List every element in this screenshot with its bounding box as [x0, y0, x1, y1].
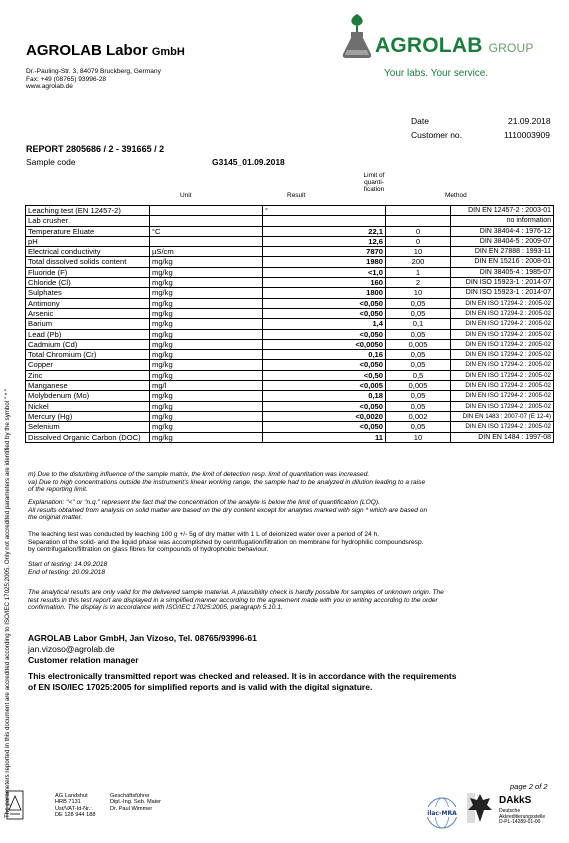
limit-cell: 0,002: [386, 411, 451, 421]
limit-cell: 0,5: [386, 370, 451, 380]
unit-cell: [150, 216, 263, 226]
dakks-sub-line: Deutsche: [499, 808, 521, 814]
limit-cell: 0,05: [386, 360, 451, 370]
dakks-subtext: [499, 809, 545, 826]
logo-word: AGROLAB: [375, 34, 483, 57]
flask-leaf-icon: [340, 12, 374, 60]
company-name: [26, 42, 185, 59]
unit-cell: mg/kg: [150, 257, 263, 267]
logo-wordmark: [375, 34, 534, 58]
result-cell: <0,0050: [263, 339, 386, 349]
explanation-line: the original matter.: [28, 514, 83, 522]
limit-cell: [386, 216, 451, 226]
result-cell: <0,050: [263, 422, 386, 432]
table-row: [26, 257, 554, 267]
method-cell: DIN 38404-4 : 1976-12: [451, 226, 554, 236]
ilac-label: ilac-MRA: [427, 810, 457, 817]
dakks-sub-line: D-PL-14289-01-00: [499, 819, 541, 826]
table-row: [26, 370, 554, 380]
unit-cell: mg/kg: [150, 319, 263, 329]
param-cell: Copper: [26, 360, 150, 370]
result-cell: 11: [263, 432, 386, 442]
page-number: page 2 of 2: [510, 782, 548, 791]
footer-registry: [55, 793, 95, 819]
table-row: [26, 391, 554, 401]
param-cell: Mercury (Hg): [26, 411, 150, 421]
result-cell: 22,1: [263, 226, 386, 236]
col-header-method: Method: [445, 192, 467, 199]
sample-code-value: G3145_01.09.2018: [212, 157, 285, 167]
footer-line: Dipl.-Ing. Seb. Maier: [110, 799, 161, 806]
result-cell: <0,050: [263, 298, 386, 308]
result-cell: <0,050: [263, 329, 386, 339]
table-row: [26, 381, 554, 391]
leaching-note: [28, 531, 548, 554]
limit-cell: 10: [386, 247, 451, 257]
dakks-label: DAkkS: [499, 795, 532, 806]
unit-cell: µS/cm: [150, 247, 263, 257]
table-row: [26, 329, 554, 339]
result-cell: 1800: [263, 288, 386, 298]
method-cell: DIN EN ISO 17294-2 : 2005-02: [451, 319, 554, 329]
param-cell: Nickel: [26, 401, 150, 411]
contact-role: Customer relation manager: [28, 655, 139, 665]
unit-cell: mg/kg: [150, 411, 263, 421]
contact-email[interactable]: jan.vizoso@agrolab.de: [28, 644, 115, 654]
table-row: [26, 288, 554, 298]
company-suffix: GmbH: [151, 46, 185, 58]
unit-cell: mg/kg: [150, 308, 263, 318]
validity-line: confirmation. The display is in accordance with ISO/IEC 17025:2005, paragraph 5.10.1.: [28, 604, 283, 612]
footer-line: Dr. Paul Wimmer: [110, 805, 153, 812]
method-cell: DIN EN ISO 17294-2 : 2005-02: [451, 422, 554, 432]
customer-label: Customer no.: [411, 130, 463, 140]
limit-cell: 0,1: [386, 319, 451, 329]
date-label: Date: [411, 116, 429, 126]
result-cell: 0,18: [263, 391, 386, 401]
result-cell: <0,050: [263, 401, 386, 411]
param-cell: Temperature Eluate: [26, 226, 150, 236]
ilac-mra-logo: [424, 796, 460, 830]
limit-cell: 2: [386, 278, 451, 288]
param-cell: Total Chromium (Cr): [26, 350, 150, 360]
footer-line: HRB 7131: [55, 799, 81, 806]
method-cell: DIN EN 12457-2 : 2003-01: [451, 206, 554, 216]
result-cell: 7870: [263, 247, 386, 257]
table-row: [26, 401, 554, 411]
website-line: www.agrolab.de: [26, 83, 73, 91]
col-header-limit-line: quanti-: [364, 179, 384, 186]
table-row: [26, 247, 554, 257]
unit-cell: mg/kg: [150, 278, 263, 288]
result-cell: 160: [263, 278, 386, 288]
result-cell: <0,0020: [263, 411, 386, 421]
table-row: [26, 236, 554, 246]
dakks-eagle-icon: [466, 792, 494, 824]
footnote-line: m) Due to the disturbing influence of the sample matrix, the limit of detection resp. limit of quantitation was increased.: [28, 471, 370, 478]
unit-cell: mg/kg: [150, 432, 263, 442]
param-cell: Antimony: [26, 298, 150, 308]
customer-value: 1110003909: [504, 130, 551, 140]
table-row: [26, 350, 554, 360]
explanation-line: All results obtained from analysis on solid matter are based on the dry content except for analytes marked with sign * which are based on: [28, 506, 428, 514]
footnotes: [28, 471, 548, 494]
unit-cell: mg/kg: [150, 339, 263, 349]
limit-cell: 10: [386, 432, 451, 442]
date-value: 21.09.2018: [508, 116, 551, 126]
statement-line: of EN ISO/IEC 17025:2005 for simplified reports and is valid with the digital signature.: [28, 681, 373, 692]
unit-cell: mg/kg: [150, 422, 263, 432]
limit-cell: 0: [386, 226, 451, 236]
sample-code-label: Sample code: [26, 157, 76, 167]
col-header-limit: [352, 172, 396, 193]
param-cell: Fluoride (F): [26, 267, 150, 277]
method-cell: DIN EN ISO 17294-2 : 2005-02: [451, 391, 554, 401]
validity-line: test results in this test report are displayed in a simplified manner according to the agreement made with you in writing according to the order: [28, 596, 438, 604]
footer-line: DE 128 944 188: [55, 812, 96, 819]
table-row: [26, 298, 554, 308]
unit-cell: mg/kg: [150, 360, 263, 370]
unit-cell: [150, 236, 263, 246]
explanation: [28, 499, 548, 522]
release-statement: [28, 671, 548, 692]
result-cell: 1980: [263, 257, 386, 267]
param-cell: Lab crusher: [26, 216, 150, 226]
table-row: [26, 360, 554, 370]
col-header-limit-line: Limit of: [363, 172, 385, 179]
method-cell: DIN EN 15216 : 2008-01: [451, 257, 554, 267]
method-cell: DIN EN ISO 17294-2 : 2005-02: [451, 339, 554, 349]
param-cell: Zinc: [26, 370, 150, 380]
limit-cell: 0,05: [386, 298, 451, 308]
method-cell: DIN EN ISO 17294-2 : 2005-02: [451, 360, 554, 370]
method-cell: DIN EN ISO 17294-2 : 2005-02: [451, 350, 554, 360]
result-cell: <1,0: [263, 267, 386, 277]
unit-cell: mg/l: [150, 381, 263, 391]
method-cell: DIN EN 1483 : 2007-07 (E 12-4): [451, 411, 554, 421]
results-table: [25, 205, 554, 443]
param-cell: Barium: [26, 319, 150, 329]
col-header-unit: Unit: [180, 192, 192, 199]
result-cell: <0,050: [263, 360, 386, 370]
unit-cell: mg/kg: [150, 391, 263, 401]
explanation-line: Explanation: "<" or "n.q." represent the fact that the concentration of the analyte is below the limit of quantification (LOQ).: [28, 499, 380, 506]
result-cell: <0,50: [263, 370, 386, 380]
method-cell: DIN ISO 15923-1 : 2014-07: [451, 288, 554, 298]
contact-block: [28, 633, 257, 666]
start-of-testing: Start of testing: 14.09.2018: [28, 561, 108, 568]
method-cell: DIN EN ISO 17294-2 : 2005-02: [451, 308, 554, 318]
method-cell: DIN EN ISO 17294-2 : 2005-02: [451, 298, 554, 308]
method-cell: DIN EN ISO 17294-2 : 2005-02: [451, 370, 554, 380]
statement-line: This electronically transmitted report was checked and released. It is in accordance with the requirements: [28, 671, 457, 681]
result-cell: 12,6: [263, 236, 386, 246]
table-row: [26, 422, 554, 432]
method-cell: DIN EN ISO 17294-2 : 2005-02: [451, 381, 554, 391]
unit-cell: mg/kg: [150, 401, 263, 411]
table-row: [26, 267, 554, 277]
param-cell: Leaching test (EN 12457-2): [26, 206, 150, 216]
method-cell: DIN 38405-4 : 1985-07: [451, 267, 554, 277]
unit-cell: mg/kg: [150, 350, 263, 360]
method-cell: DIN EN ISO 17294-2 : 2005-02: [451, 329, 554, 339]
method-cell: DIN EN 27888 : 1993-11: [451, 247, 554, 257]
param-cell: Cadmium (Cd): [26, 339, 150, 349]
result-cell: [263, 216, 386, 226]
param-cell: Molybdenum (Mo): [26, 391, 150, 401]
unit-cell: mg/kg: [150, 298, 263, 308]
table-row: [26, 319, 554, 329]
end-of-testing: End of testing: 20.09.2018: [28, 568, 105, 576]
limit-cell: 0,05: [386, 350, 451, 360]
address-line: Dr.-Pauling-Str. 3, 84079 Bruckberg, Germany: [26, 68, 161, 75]
param-cell: pH: [26, 236, 150, 246]
param-cell: Selenium: [26, 422, 150, 432]
result-cell: 1,4: [263, 319, 386, 329]
table-row: [26, 432, 554, 442]
method-cell: DIN 38404-5 : 2009-07: [451, 236, 554, 246]
param-cell: Sulphates: [26, 288, 150, 298]
limit-cell: 200: [386, 257, 451, 267]
fax-line: Fax: +49 (08765) 93996-28: [26, 75, 107, 83]
param-cell: Arsenic: [26, 308, 150, 318]
limit-cell: 0,05: [386, 391, 451, 401]
result-cell: 0,16: [263, 350, 386, 360]
accreditation-side-text: The parameters reported in this document are accredited according to ISO/IEC 17025:2005. Only not accredited parameters are identified by the symbol " * ": [4, 388, 11, 818]
method-cell: DIN EN 1484 : 1997-08: [451, 432, 554, 442]
unit-cell: mg/kg: [150, 329, 263, 339]
limit-cell: 10: [386, 288, 451, 298]
col-header-limit-line: fication: [363, 186, 385, 193]
limit-cell: 0,05: [386, 401, 451, 411]
contact-line: AGROLAB Labor GmbH, Jan Vizoso, Tel. 08765/93996-61: [28, 633, 257, 643]
param-cell: Electrical conductivity: [26, 247, 150, 257]
company-name-text: AGROLAB Labor: [26, 42, 148, 59]
unit-cell: mg/kg: [150, 370, 263, 380]
param-cell: Manganese: [26, 381, 150, 391]
footnote-line: of the reporting limit.: [28, 486, 88, 494]
unit-cell: [150, 206, 263, 216]
leaching-line: Separation of the solid- and the liquid phase was accomplished by centrifugation/filtration on membrane for hydrophilic compoundsresp.: [28, 538, 424, 546]
unit-cell: °C: [150, 226, 263, 236]
footer-line: Ust/VAT-Id-Nr.:: [55, 805, 92, 812]
report-title: REPORT 2805686 / 2 - 391665 / 2: [26, 144, 165, 154]
agrolab-logo: [340, 12, 555, 82]
table-row: [26, 216, 554, 226]
table-row: [26, 339, 554, 349]
table-row: [26, 226, 554, 236]
limit-cell: 0,05: [386, 308, 451, 318]
limit-cell: 0,005: [386, 381, 451, 391]
footer-management: [110, 793, 161, 812]
company-address: [26, 68, 161, 91]
dakks-sub-line: Akkreditierungsstelle: [499, 813, 546, 820]
logo-group: GROUP: [488, 41, 534, 55]
method-cell: no information: [451, 216, 554, 226]
param-cell: Total dissolved solids content: [26, 257, 150, 267]
result-cell: °: [263, 206, 386, 216]
table-row: [26, 278, 554, 288]
limit-cell: 0,05: [386, 329, 451, 339]
limit-cell: 0,005: [386, 339, 451, 349]
param-cell: Chloride (Cl): [26, 278, 150, 288]
footer-line: Geschäftsführer: [110, 793, 150, 799]
unit-cell: mg/kg: [150, 267, 263, 277]
leaching-line: The leaching test was conducted by leaching 100 g +/- 5g of dry matter with 1 L of deionized water over a period of 24 h.: [28, 531, 380, 538]
logo-slogan: Your labs. Your service.: [384, 68, 489, 79]
limit-cell: 1: [386, 267, 451, 277]
testing-dates: [28, 561, 548, 576]
footnote-line: va) Due to high concentrations outside the instrument's linear working range, the sample had to be analyzed in dilution leading to a raise: [28, 478, 426, 486]
unit-cell: mg/kg: [150, 288, 263, 298]
limit-cell: 0,05: [386, 422, 451, 432]
param-cell: Lead (Pb): [26, 329, 150, 339]
validity-note: [28, 589, 548, 612]
result-cell: <0,005: [263, 381, 386, 391]
table-row: [26, 206, 554, 216]
validity-line: The analytical results are only valid for the delivered sample material. A plausibility check is hardly possible for samples of unknown origin. The: [28, 589, 444, 596]
leaching-line: by centrifugation/filtration on glass fibres for compounds of hydrophobic behaviour.: [28, 546, 269, 554]
table-row: [26, 411, 554, 421]
method-cell: DIN ISO 15923-1 : 2014-07: [451, 278, 554, 288]
limit-cell: [386, 206, 451, 216]
method-cell: DIN EN ISO 17294-2 : 2005-02: [451, 401, 554, 411]
table-row: [26, 308, 554, 318]
col-header-result: Result: [287, 192, 306, 199]
limit-cell: 0: [386, 236, 451, 246]
signature-stamp-icon: [6, 790, 24, 820]
results-table-body: [26, 206, 554, 443]
result-cell: <0,050: [263, 308, 386, 318]
footer-line: AG Landshut: [55, 793, 88, 799]
param-cell: Dissolved Organic Carbon (DOC): [26, 432, 150, 442]
